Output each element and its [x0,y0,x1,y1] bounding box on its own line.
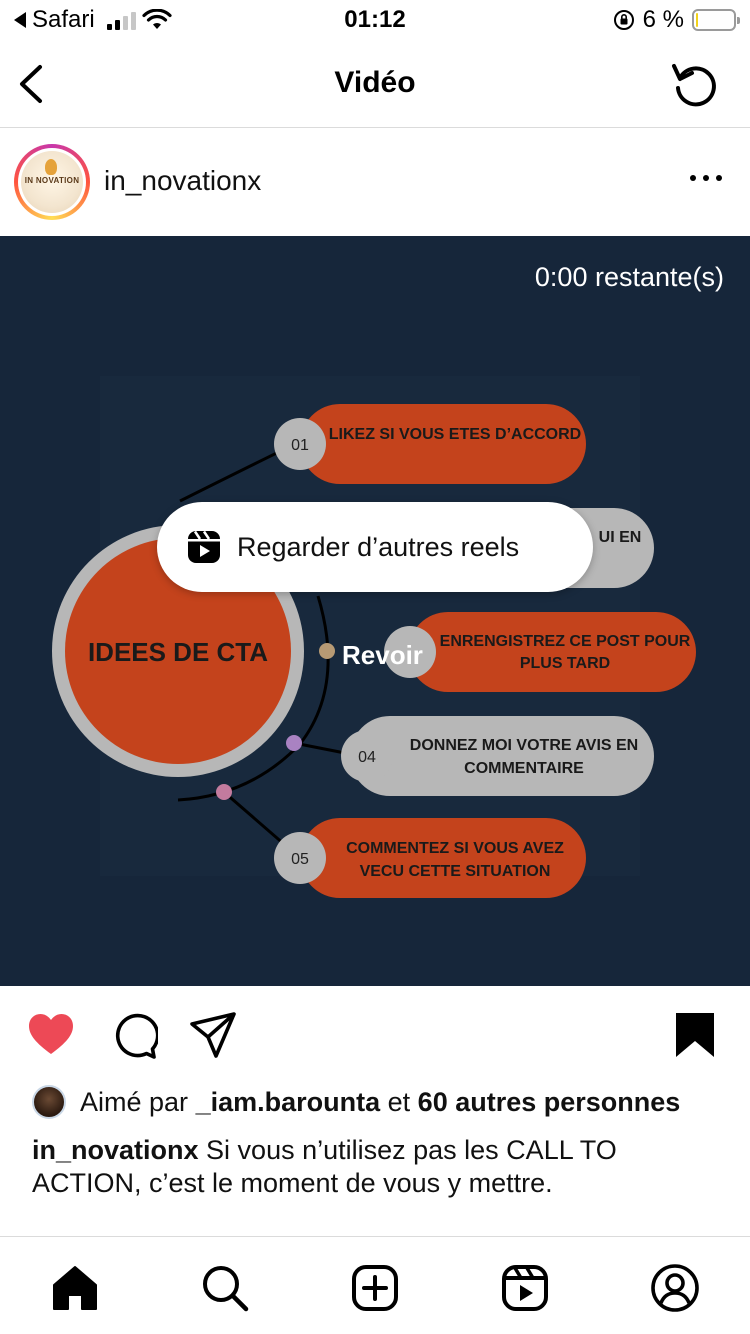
cta-item-text: DONNEZ MOI VOTRE AVIS EN [409,737,639,754]
story-avatar[interactable] [14,144,90,220]
liker-username[interactable]: _iam.barounta [195,1086,381,1117]
cta-item-text: COMMENTEZ SI VOUS AVEZ [346,840,564,857]
time-remaining: 0:00 restante(s) [534,262,724,292]
status-bar [0,0,750,40]
lightbulb-icon [45,159,57,175]
home-icon[interactable] [50,1263,100,1313]
avatar-logo-text: IN NOVATION [24,176,80,185]
cta-item-text: ENRENGISTREZ CE POST POUR [439,633,691,650]
watch-more-reels-label: Regarder d’autres reels [237,531,520,562]
post-actions [0,986,750,1082]
caption-username[interactable]: in_novationx [32,1135,199,1165]
post-caption [32,1134,722,1200]
cta-item-number: 01 [291,437,309,454]
search-icon[interactable] [200,1263,250,1313]
likes-connector: et [387,1086,411,1117]
cta-item-pill [300,818,586,898]
reels-icon[interactable] [500,1263,550,1313]
status-time: 01:12 [344,6,406,33]
battery-fill [696,13,698,27]
share-icon[interactable] [188,1010,238,1060]
bottom-nav [0,1236,750,1334]
cta-item-text: UI EN [598,529,642,546]
connector-dot [216,784,232,800]
caption-text: Si vous n’utilisez pas les CALL TO ACTION, c’est le moment de vous y mettre. [32,1135,617,1198]
carrier-label[interactable]: Safari [32,6,95,33]
video-frame-art [0,236,750,986]
likes-others[interactable]: 60 autres personnes [417,1086,681,1117]
comment-icon[interactable] [108,1010,158,1060]
page-header [0,40,750,128]
replay-button[interactable]: Revoir [342,640,423,670]
cta-item-text-2: PLUS TARD [519,655,611,672]
create-icon[interactable] [350,1263,400,1313]
connector-dot [319,643,335,659]
battery-icon [692,9,736,31]
bookmark-icon[interactable] [670,1010,720,1060]
post-header [0,129,750,235]
likes-row[interactable] [32,1082,680,1122]
liker-avatar[interactable] [32,1085,66,1119]
status-right [613,6,736,34]
battery-percent: 6 % [642,6,684,33]
cta-item-number: 05 [291,851,309,868]
more-options-icon[interactable] [690,175,722,181]
cta-item-pill [408,612,696,692]
cta-item-pill [350,716,654,796]
cta-item-text: LIKEZ SI VOUS ETES D’ACCORD [328,426,582,443]
cta-item-number: 04 [358,749,376,766]
avatar-inner [18,148,86,216]
avatar-logo-image [21,151,83,213]
reload-icon[interactable] [670,58,722,110]
cta-item-text-2: VECU CETTE SITUATION [359,863,551,880]
profile-icon[interactable] [650,1263,700,1313]
reels-icon [187,530,221,564]
page-title: Vidéo [334,66,416,99]
video-player[interactable] [0,236,750,986]
post-username[interactable]: in_novationx [104,165,262,196]
center-title: IDEES DE CTA [87,637,269,667]
cta-item-text-2: COMMENTAIRE [464,760,584,777]
heart-icon[interactable] [26,1010,76,1060]
likes-prefix: Aimé par [80,1086,189,1117]
cta-item-pill [300,404,586,484]
watch-more-reels-button[interactable] [157,502,593,592]
connector-dot [286,735,302,751]
orientation-lock-icon [613,9,635,31]
